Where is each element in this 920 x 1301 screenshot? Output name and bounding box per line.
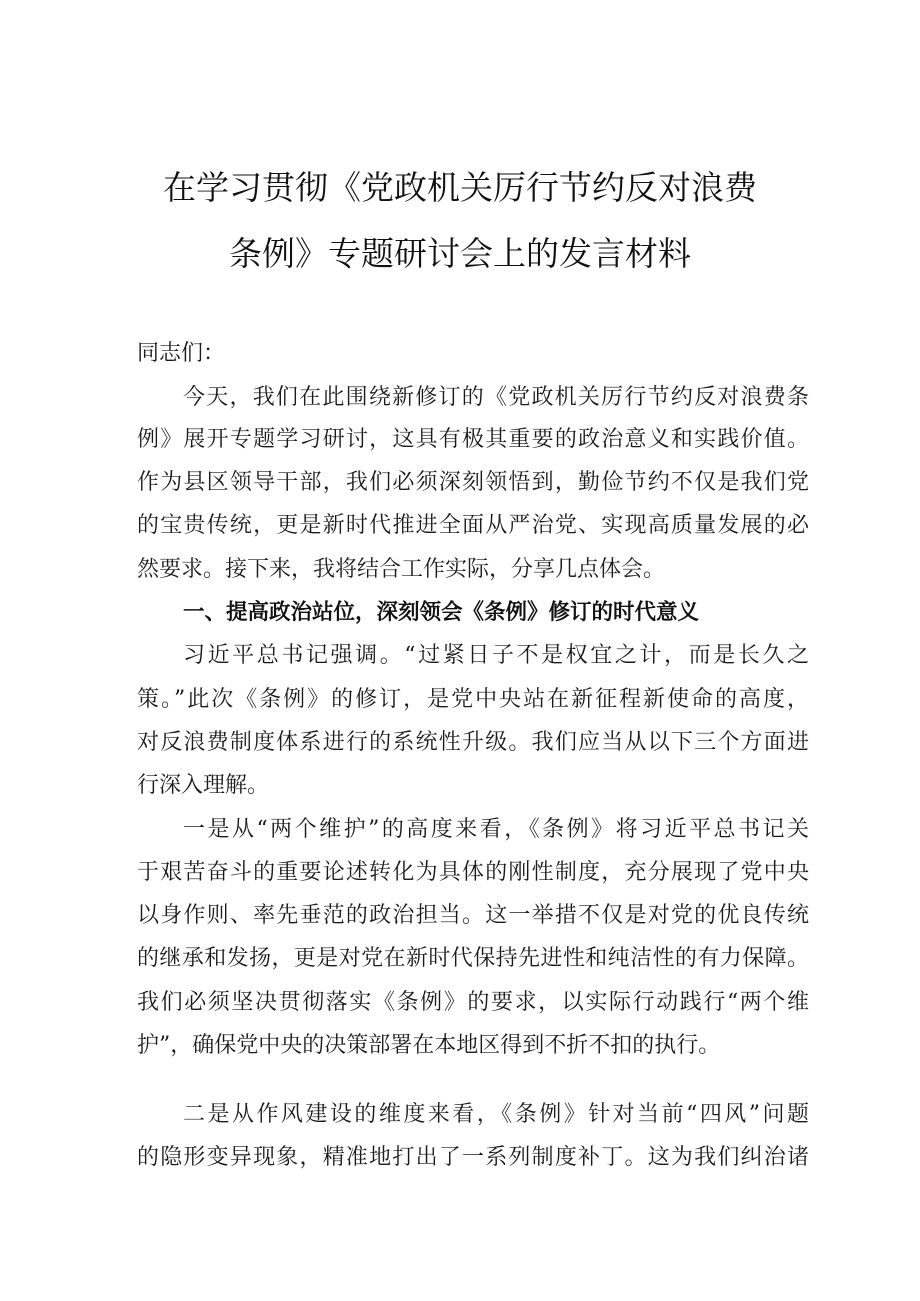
body-line: 习近平总书记强调。“过紧日子不是权宜之计，而是长久之 [183,643,809,668]
document-title-line-2: 条例》专题研讨会上的发言材料 [229,234,691,273]
body-line: 二是从作风建设的维度来看，《条例》针对当前“四风”问题 [183,1102,809,1127]
salutation: 同志们： [137,341,226,366]
body-line: 对反浪费制度体系进行的系统性升级。我们应当从以下三个方面进 [137,730,809,755]
body-line: 以身作则、率先垂范的政治担当。这一举措不仅是对党的优良传统 [137,903,809,928]
document-title-line-1: 在学习贯彻《党政机关厉行节约反对浪费 [163,168,757,207]
body-line: 的宝贵传统，更是新时代推进全面从严治党、实现高质量发展的必 [137,513,809,538]
body-line: 护”，确保党中央的决策部署在本地区得到不折不扣的执行。 [137,1033,721,1058]
section-heading: 一、提高政治站位，深刻领会《条例》修订的时代意义 [183,600,700,625]
body-line: 我们必须坚决贯彻落实《条例》的要求，以实际行动践行“两个维 [137,990,809,1015]
body-line: 作为县区领导干部，我们必须深刻领悟到，勤俭节约不仅是我们党 [137,470,809,495]
body-line: 于艰苦奋斗的重要论述转化为具体的刚性制度，充分展现了党中央 [137,860,809,885]
body-line: 今天，我们在此围绕新修订的《党政机关厉行节约反对浪费条 [183,385,809,410]
body-line: 的隐形变异现象，精准地打出了一系列制度补丁。这为我们纠治诸 [137,1145,809,1170]
body-line: 策。”此次《条例》的修订，是党中央站在新征程新使命的高度， [137,687,809,712]
body-line: 的继承和发扬，更是对党在新时代保持先进性和纯洁性的有力保障。 [137,946,809,971]
body-line: 一是从“两个维护”的高度来看，《条例》将习近平总书记关 [183,817,809,842]
body-line: 行深入理解。 [137,773,270,798]
body-line: 例》展开专题学习研讨，这具有极其重要的政治意义和实践价值。 [137,427,809,452]
body-line: 然要求。接下来，我将结合工作实际，分享几点体会。 [137,557,666,582]
